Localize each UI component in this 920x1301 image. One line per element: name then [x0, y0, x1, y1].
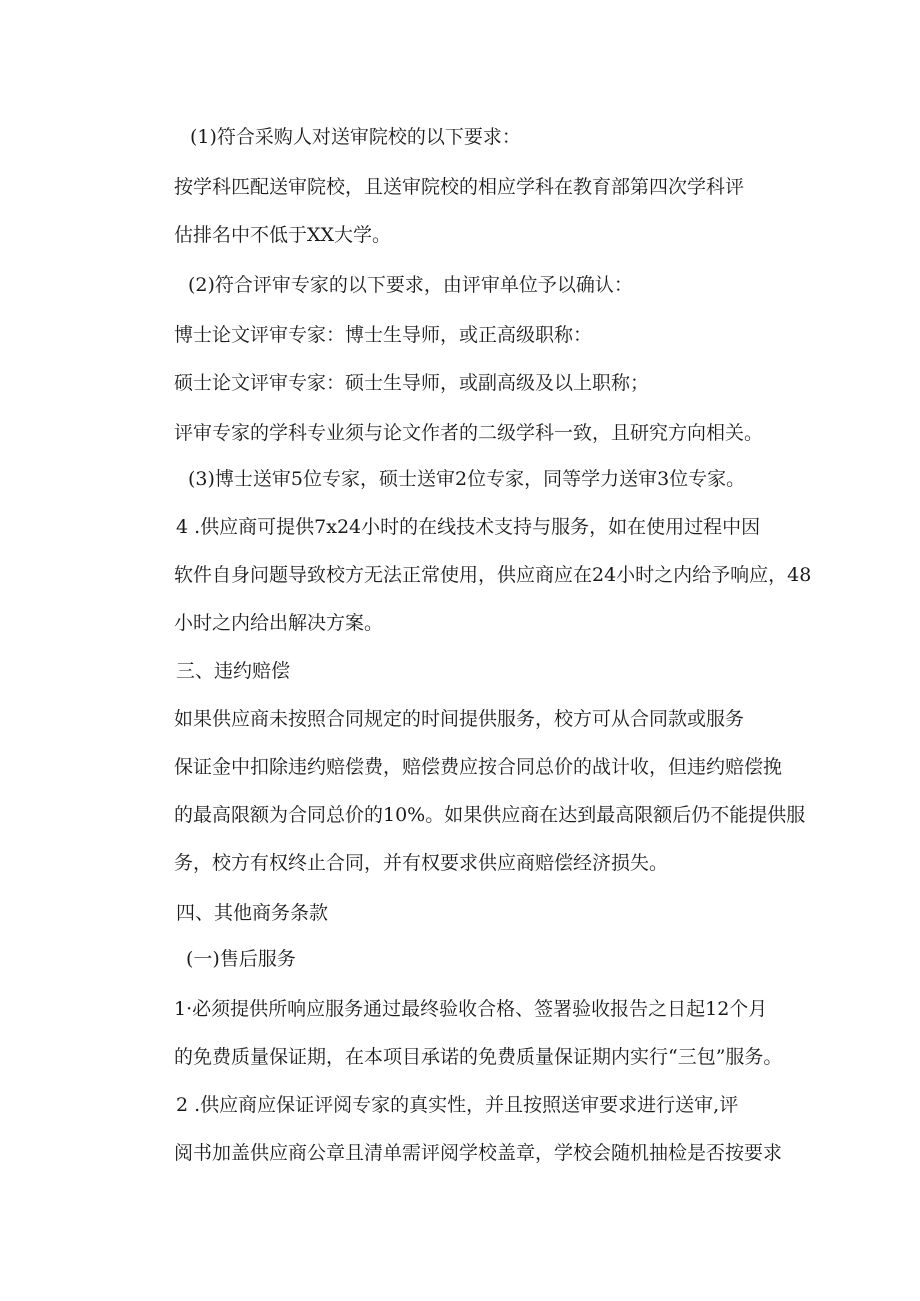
penalty-paragraph-line-2: 保证金中扣除违约赔偿费，赔偿费应按合同总价的战计收，但违约赔偿挽	[174, 756, 783, 778]
subsection-after-sales: (一)售后服务	[186, 948, 296, 970]
clause-1-heading: (1)符合采购人对送审院校的以下要求：	[190, 126, 521, 148]
after-sales-item-1-line-2: 的免费质量保证期，在本项目承诺的免费质量保证期内实行“三包”服务。	[174, 1046, 783, 1068]
section-4-heading: 四、其他商务条款	[176, 902, 329, 924]
clause-3-expert-count: (3)博士送审5位专家，硕士送审2位专家，同等学力送审3位专家。	[188, 468, 746, 490]
clause-1-body-line-2: 估排名中不低于XX大学。	[174, 224, 392, 246]
after-sales-item-2-line-1: 2 .供应商应保证评阅专家的真实性，并且按照送审要求进行送审,评	[176, 1094, 739, 1116]
clause-2-heading: (2)符合评审专家的以下要求，由评审单位予以确认：	[188, 274, 633, 296]
clause-4-support-line-1: 4 .供应商可提供7x24小时的在线技术支持与服务，如在使用过程中因	[176, 516, 761, 538]
clause-1-body-line-1: 按学科匹配送审院校，且送审院校的相应学科在教育部第四次学科评	[174, 176, 745, 198]
after-sales-item-2-line-2: 阅书加盖供应商公章且清单需评阅学校盖章，学校会随机抽检是否按要求	[174, 1142, 783, 1164]
penalty-paragraph-line-3: 的最高限额为合同总价的10%。如果供应商在达到最高限额后仍不能提供服	[174, 804, 806, 826]
penalty-paragraph-line-1: 如果供应商未按照合同规定的时间提供服务，校方可从合同款或服务	[174, 708, 745, 730]
penalty-paragraph-line-4: 务，校方有权终止合同，并有权要求供应商赔偿经济损失。	[174, 852, 669, 874]
clause-4-support-line-2: 软件自身问题导致校方无法正常使用，供应商应在24小时之内给予响应，48	[174, 564, 812, 586]
clause-4-support-line-3: 小时之内给出解决方案。	[174, 612, 384, 634]
clause-2-discipline-match: 评审专家的学科专业须与论文作者的二级学科一致，且研究方向相关。	[174, 422, 764, 444]
clause-2-master-expert: 硕士论文评审专家：硕士生导师，或副高级及以上职称；	[174, 372, 650, 394]
after-sales-item-1-line-1: 1·必须提供所响应服务通过最终验收合格、签署验收报告之日起12个月	[174, 998, 768, 1020]
section-3-heading: 三、违约赔偿	[176, 660, 291, 682]
clause-2-doctoral-expert: 博士论文评审专家：博士生导师，或正高级职称：	[174, 324, 593, 346]
